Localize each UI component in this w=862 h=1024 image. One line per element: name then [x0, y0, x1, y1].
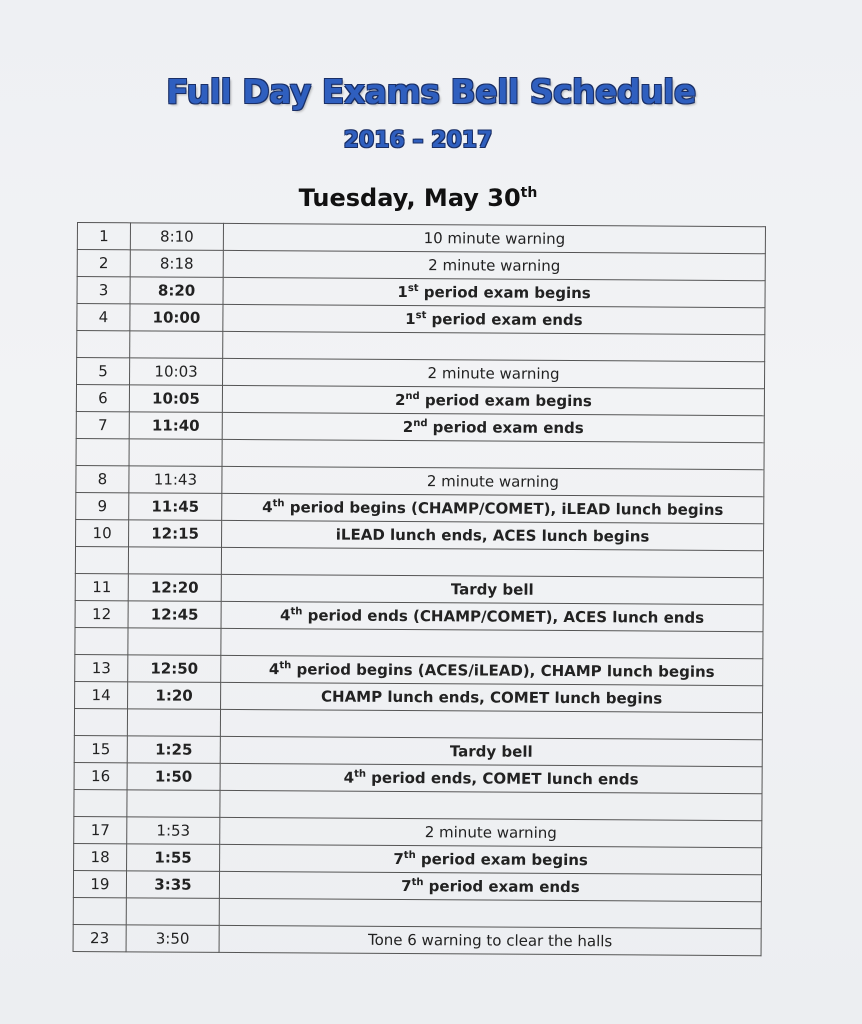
event-text: period exam begins	[418, 283, 591, 303]
empty-cell	[75, 627, 128, 654]
empty-cell	[127, 790, 220, 818]
ordinal-suffix: th	[403, 850, 416, 862]
schedule-row	[77, 304, 765, 335]
empty-cell	[127, 709, 220, 737]
ordinal-suffix: th	[411, 877, 424, 889]
bell-number: 13	[75, 654, 128, 681]
bell-number: 4	[77, 304, 130, 331]
bell-time: 3:50	[126, 925, 219, 953]
spacer-row	[76, 438, 764, 469]
bell-number: 2	[77, 250, 130, 277]
schedule-row	[74, 843, 762, 874]
bell-number: 5	[77, 358, 130, 385]
ordinal-suffix: nd	[413, 418, 428, 430]
spacer-row	[74, 789, 762, 820]
bell-number: 16	[74, 762, 127, 789]
bell-time: 8:20	[130, 277, 223, 305]
empty-cell	[221, 547, 763, 577]
spacer-row	[75, 627, 763, 658]
schedule-row	[76, 411, 764, 442]
schedule-row	[75, 654, 763, 685]
event-text: 2 minute warning	[428, 256, 561, 275]
schedule-row	[74, 816, 762, 847]
bell-time: 12:45	[128, 601, 221, 629]
page-title: Full Day Exams Bell Schedule	[166, 72, 696, 111]
ordinal-suffix: th	[279, 660, 292, 672]
event-text: period ends, COMET lunch ends	[365, 768, 639, 789]
bell-time: 11:40	[129, 412, 222, 440]
bell-event	[221, 574, 763, 604]
exam-day-text: Tuesday, May 30	[298, 184, 521, 212]
bell-time: 1:53	[127, 817, 220, 845]
bell-event	[223, 223, 765, 253]
schedule-row	[74, 735, 762, 766]
event-text: period exam ends	[426, 310, 583, 330]
event-text: 10 minute warning	[423, 229, 566, 248]
bell-event	[221, 655, 763, 685]
spacer-row	[77, 331, 765, 362]
empty-cell	[130, 331, 223, 359]
exam-day-suffix: th	[520, 185, 538, 201]
bell-number: 18	[74, 843, 127, 870]
bell-time: 11:45	[129, 493, 222, 521]
schedule-row	[73, 924, 761, 955]
empty-cell	[74, 789, 127, 816]
spacer-row	[74, 708, 762, 739]
ordinal-suffix: nd	[405, 391, 420, 403]
event-text: period exam begins	[415, 850, 588, 870]
empty-cell	[219, 898, 761, 928]
bell-time: 1:55	[127, 844, 220, 872]
bell-number: 10	[76, 519, 129, 546]
bell-schedule-body	[73, 223, 765, 956]
empty-cell	[75, 546, 128, 573]
event-text: period exam ends	[423, 877, 580, 897]
bell-time: 10:05	[129, 385, 222, 413]
bell-number: 12	[75, 600, 128, 627]
bell-time: 1:50	[127, 763, 220, 791]
schedule-row	[75, 573, 763, 604]
schedule-row	[77, 250, 765, 281]
event-text: 7	[401, 876, 412, 896]
bell-number: 7	[76, 411, 129, 438]
schedule-row	[76, 492, 764, 523]
bell-number: 19	[73, 870, 126, 897]
school-year: 2016 – 2017	[343, 128, 493, 153]
schedule-row	[76, 519, 764, 550]
schedule-row	[75, 681, 763, 712]
bell-event	[221, 601, 763, 631]
bell-number: 3	[77, 277, 130, 304]
spacer-row	[75, 546, 763, 577]
bell-event	[220, 817, 762, 847]
schedule-row	[76, 465, 764, 496]
event-text: 2 minute warning	[426, 472, 560, 491]
empty-cell	[223, 331, 765, 361]
bell-number: 23	[73, 924, 126, 951]
event-text: 2 minute warning	[427, 364, 560, 383]
empty-cell	[76, 438, 129, 465]
bell-time: 1:20	[128, 682, 221, 710]
event-text: 1	[405, 310, 416, 329]
event-text: period begins (ACES/iLEAD), CHAMP lunch begins	[291, 660, 715, 681]
bell-event	[220, 844, 762, 874]
bell-event	[222, 412, 764, 442]
bell-event	[222, 520, 764, 550]
bell-event	[219, 925, 761, 955]
ordinal-suffix: th	[354, 768, 367, 780]
empty-cell	[129, 439, 222, 467]
bell-number: 9	[76, 492, 129, 519]
empty-cell	[126, 898, 219, 926]
empty-cell	[74, 708, 127, 735]
schedule-row	[77, 277, 765, 308]
event-text: CHAMP lunch ends, COMET lunch begins	[320, 687, 663, 708]
event-text: iLEAD lunch ends, ACES lunch begins	[335, 525, 650, 546]
event-text: Tardy bell	[450, 580, 534, 599]
bell-time: 12:50	[128, 655, 221, 683]
bell-event	[220, 763, 762, 793]
empty-cell	[220, 790, 762, 820]
bell-schedule-table	[73, 222, 766, 956]
empty-cell	[220, 709, 762, 739]
event-text: 4	[343, 768, 355, 787]
schedule-row	[73, 870, 761, 901]
event-text: 4	[268, 660, 280, 679]
bell-event	[221, 682, 763, 712]
empty-cell	[222, 439, 764, 469]
event-text: 2	[402, 417, 414, 437]
bell-time: 12:20	[128, 574, 221, 602]
bell-event	[222, 493, 764, 523]
bell-number: 1	[77, 223, 130, 250]
event-text: 4	[279, 606, 291, 625]
ordinal-suffix: th	[272, 498, 285, 510]
event-text: period exam begins	[419, 391, 592, 411]
bell-event	[222, 385, 764, 415]
ordinal-suffix: th	[290, 606, 303, 618]
event-text: 7	[393, 849, 404, 869]
bell-number: 6	[76, 385, 129, 412]
event-text: period ends (CHAMP/COMET), ACES lunch ends	[302, 606, 705, 627]
ordinal-suffix: st	[407, 283, 419, 295]
empty-cell	[77, 331, 130, 358]
event-text: Tone 6 warning to clear the halls	[367, 930, 613, 951]
event-text: period begins (CHAMP/COMET), iLEAD lunch begins	[284, 498, 724, 519]
schedule-row	[75, 600, 763, 631]
empty-cell	[128, 547, 221, 575]
bell-event	[220, 736, 762, 766]
bell-time: 10:03	[130, 358, 223, 386]
event-text: 2 minute warning	[424, 823, 557, 842]
bell-time: 3:35	[126, 871, 219, 899]
schedule-row	[77, 358, 765, 389]
bell-event	[219, 871, 761, 901]
bell-time: 8:18	[130, 250, 223, 278]
bell-number: 11	[75, 573, 128, 600]
bell-number: 17	[74, 816, 127, 843]
bell-time: 1:25	[127, 736, 220, 764]
bell-time: 11:43	[129, 466, 222, 494]
schedule-row	[76, 385, 764, 416]
ordinal-suffix: st	[415, 310, 427, 322]
empty-cell	[221, 628, 763, 658]
event-text: Tardy bell	[449, 742, 533, 761]
schedule-row	[77, 223, 765, 254]
bell-time: 10:00	[130, 304, 223, 332]
event-text: 2	[394, 390, 406, 410]
bell-event	[223, 358, 765, 388]
bell-number: 8	[76, 465, 129, 492]
exam-day	[0, 184, 836, 212]
bell-event	[223, 277, 765, 307]
bell-event	[222, 466, 764, 496]
bell-time: 12:15	[129, 520, 222, 548]
spacer-row	[73, 897, 761, 928]
bell-event	[223, 250, 765, 280]
event-text: period exam ends	[427, 418, 584, 438]
bell-number: 14	[75, 681, 128, 708]
event-text: 1	[397, 282, 408, 302]
bell-number: 15	[74, 735, 127, 762]
empty-cell	[73, 897, 126, 924]
schedule-row	[74, 762, 762, 793]
bell-time: 8:10	[130, 223, 223, 251]
empty-cell	[128, 628, 221, 656]
event-text: 4	[262, 498, 273, 517]
bell-event	[223, 304, 765, 334]
